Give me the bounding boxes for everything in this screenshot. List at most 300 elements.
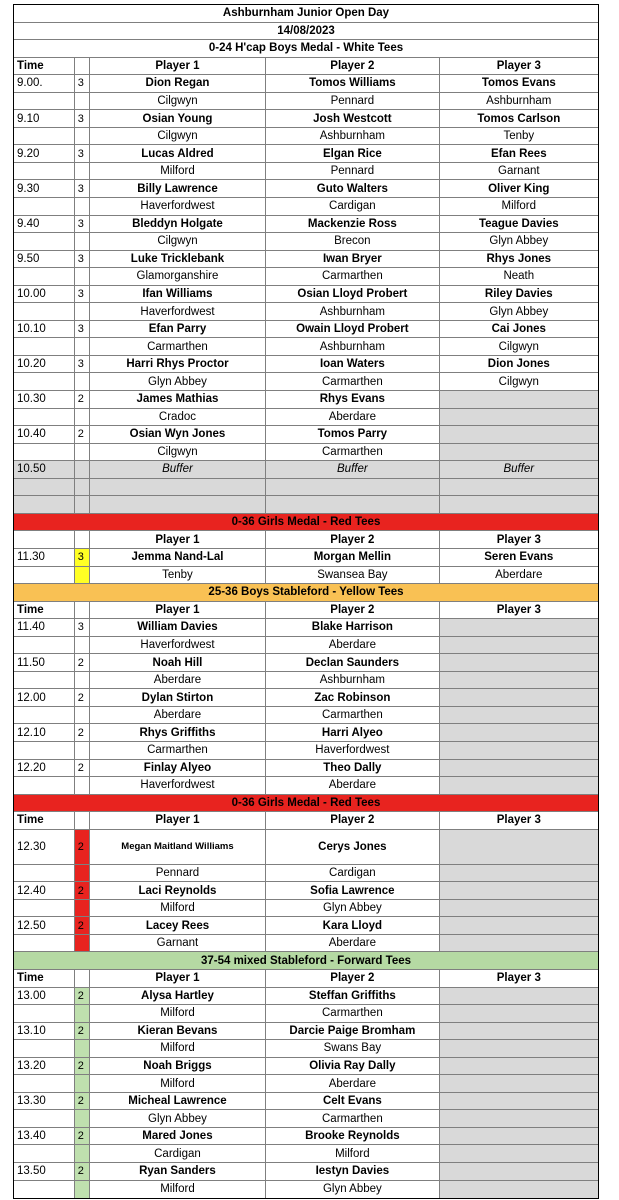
club-row	[14, 409, 598, 427]
player-club: Glyn Abbey	[489, 235, 549, 248]
player-name: Guto Walters	[266, 180, 439, 197]
player-name: Darcie Paige Bromham	[266, 1023, 439, 1040]
empty-cell	[75, 496, 90, 513]
player-name: Iestyn Davies	[266, 1163, 439, 1180]
player-count-cell	[75, 1181, 90, 1199]
column-header-cnt	[75, 602, 90, 619]
player-club: Carmarthen	[266, 1110, 439, 1127]
player-count-cell	[75, 1145, 90, 1162]
tee-time-row	[14, 180, 598, 198]
player-name	[440, 1093, 598, 1110]
player-name	[440, 882, 598, 899]
club-row	[14, 1075, 598, 1093]
tee-time-row	[14, 830, 598, 865]
club-row	[14, 935, 598, 953]
column-header-row	[14, 970, 598, 988]
club-time-cell	[14, 303, 75, 320]
tee-sheet-table	[13, 4, 599, 1199]
player-count: 3	[75, 356, 90, 373]
club-time-cell	[14, 444, 75, 461]
player-club: Ashburnham	[266, 338, 439, 355]
player-name: Bleddyn Holgate	[90, 216, 266, 233]
club-row	[14, 338, 598, 356]
club-row	[14, 707, 598, 725]
player-name: Olivia Ray Dally	[266, 1058, 439, 1075]
player-name: Lacey Rees	[90, 917, 266, 934]
tee-time-row	[14, 251, 598, 269]
player-club: Carmarthen	[266, 1005, 439, 1022]
club-row	[14, 1040, 598, 1058]
section-heading: 0-24 H'cap Boys Medal - White Tees	[14, 40, 598, 57]
player-count-cell	[75, 672, 90, 689]
player-name: Alysa Hartley	[90, 988, 266, 1005]
club-row	[14, 444, 598, 462]
player-count-cell	[75, 268, 90, 285]
player-club: Aberdare	[266, 409, 439, 426]
player-name: James Mathias	[90, 391, 266, 408]
club-time-cell	[14, 865, 75, 882]
club-row	[14, 93, 598, 111]
club-time-cell	[14, 900, 75, 917]
tee-time: 9.00.	[14, 75, 75, 92]
player-count: 2	[75, 882, 90, 899]
sheet-date: 14/08/2023	[277, 24, 335, 37]
club-time-cell	[14, 409, 75, 426]
player-name: Luke Tricklebank	[90, 251, 266, 268]
player-club: Swansea Bay	[266, 567, 439, 584]
tee-time: 12.30	[14, 830, 75, 864]
club-time-cell	[14, 268, 75, 285]
player-club: Cardigan	[90, 1145, 266, 1162]
club-row	[14, 672, 598, 690]
player-name: Rhys Evans	[266, 391, 439, 408]
player-name: Osian Lloyd Probert	[266, 286, 439, 303]
tee-time: 11.40	[14, 619, 75, 636]
section-heading-row	[14, 795, 598, 813]
player-club	[440, 900, 598, 917]
player-club: Aberdare	[495, 568, 543, 581]
section-heading: 0-36 Girls Medal - Red Tees	[14, 514, 598, 531]
tee-time: 12.50	[14, 917, 75, 934]
column-header-time: Time	[14, 970, 75, 987]
player-club: Milford	[501, 200, 537, 213]
player-count: 2	[75, 1058, 90, 1075]
player-count-cell	[75, 373, 90, 390]
player-name	[440, 689, 598, 706]
empty-cell	[90, 479, 266, 496]
player-count-cell	[75, 163, 90, 180]
column-header-p3: Player 3	[496, 533, 541, 546]
player-name	[440, 1058, 598, 1075]
tee-time: 13.10	[14, 1023, 75, 1040]
player-club: Milford	[90, 163, 266, 180]
player-count: 3	[75, 321, 90, 338]
club-row	[14, 233, 598, 251]
club-row	[14, 1145, 598, 1163]
column-header-p2: Player 2	[266, 812, 439, 829]
player-name: Noah Hill	[90, 654, 266, 671]
tee-time-row	[14, 110, 598, 128]
tee-time: 13.20	[14, 1058, 75, 1075]
player-name: Kara Lloyd	[266, 917, 439, 934]
club-time-cell	[14, 163, 75, 180]
player-name	[440, 1023, 598, 1040]
player-club: Tenby	[90, 567, 266, 584]
club-time-cell	[14, 1005, 75, 1022]
empty-cell	[75, 479, 90, 496]
column-header-time: Time	[14, 58, 75, 75]
player-count-cell	[75, 1075, 90, 1092]
player-name: Tomos Williams	[266, 75, 439, 92]
player-club	[440, 865, 598, 882]
club-row	[14, 163, 598, 181]
player-count: 2	[75, 917, 90, 934]
player-club: Haverfordwest	[90, 777, 266, 794]
club-time-cell	[14, 93, 75, 110]
tee-time-row	[14, 654, 598, 672]
club-time-cell	[14, 373, 75, 390]
player-count: 3	[75, 180, 90, 197]
player-count: 2	[75, 426, 90, 443]
player-name: Morgan Mellin	[266, 549, 439, 566]
player-count-cell	[75, 93, 90, 110]
player-club	[440, 1005, 598, 1022]
player-name	[440, 654, 598, 671]
player-club: Milford	[90, 1005, 266, 1022]
player-name: Celt Evans	[266, 1093, 439, 1110]
player-club: Carmarthen	[266, 268, 439, 285]
player-name: Rhys Griffiths	[90, 724, 266, 741]
player-count: 2	[75, 654, 90, 671]
player-name: Noah Briggs	[90, 1058, 266, 1075]
tee-time: 10.20	[14, 356, 75, 373]
player-name	[440, 830, 598, 864]
player-count: 3	[75, 216, 90, 233]
club-row	[14, 128, 598, 146]
club-row	[14, 268, 598, 286]
club-row	[14, 373, 598, 391]
column-header-p2: Player 2	[266, 602, 439, 619]
player-club	[440, 935, 598, 952]
club-time-cell	[14, 1110, 75, 1127]
player-count: 2	[75, 1023, 90, 1040]
player-club: Carmarthen	[266, 444, 439, 461]
player-club	[440, 1075, 598, 1092]
player-name: Tomos Evans	[481, 77, 556, 90]
player-count: 2	[75, 1093, 90, 1110]
club-time-cell	[14, 707, 75, 724]
club-time-cell	[14, 742, 75, 759]
column-header-p3: Player 3	[496, 59, 541, 72]
player-club	[440, 1110, 598, 1127]
tee-time-row	[14, 321, 598, 339]
player-name: Efan Parry	[90, 321, 266, 338]
club-row	[14, 865, 598, 883]
player-club: Aberdare	[266, 777, 439, 794]
tee-time: 10.00	[14, 286, 75, 303]
player-count: 3	[75, 75, 90, 92]
player-club	[440, 707, 598, 724]
tee-time: 9.40	[14, 216, 75, 233]
empty-cell	[440, 479, 598, 496]
player-club: Pennard	[266, 93, 439, 110]
tee-time: 11.50	[14, 654, 75, 671]
player-club: Carmarthen	[90, 338, 266, 355]
column-header-p1: Player 1	[90, 531, 266, 548]
player-club: Cilgwyn	[90, 128, 266, 145]
player-name: Theo Dally	[266, 760, 439, 777]
sections-container	[14, 40, 598, 1198]
club-time-cell	[14, 198, 75, 215]
player-club	[440, 444, 598, 461]
player-name	[440, 988, 598, 1005]
tee-time-row	[14, 689, 598, 707]
section-heading-row	[14, 40, 598, 58]
sheet-title: Ashburnham Junior Open Day	[222, 7, 390, 20]
player-club	[440, 637, 598, 654]
club-row	[14, 567, 598, 585]
tee-time: 9.50	[14, 251, 75, 268]
player-count: 3	[75, 110, 90, 127]
player-name: Megan Maitland Williams	[90, 830, 266, 864]
club-time-cell	[14, 1145, 75, 1162]
club-time-cell	[14, 338, 75, 355]
club-time-cell	[14, 1040, 75, 1057]
club-time-cell	[14, 637, 75, 654]
tee-time-row	[14, 391, 598, 409]
player-count-cell	[75, 707, 90, 724]
tee-time: 13.40	[14, 1128, 75, 1145]
player-club: Haverfordwest	[90, 637, 266, 654]
empty-buffer-row	[14, 496, 598, 514]
player-name	[440, 1128, 598, 1145]
player-name: Blake Harrison	[266, 619, 439, 636]
player-name: Billy Lawrence	[90, 180, 266, 197]
player-name: Harri Rhys Proctor	[90, 356, 266, 373]
player-club: Glamorganshire	[90, 268, 266, 285]
player-name	[440, 426, 598, 443]
tee-time-row	[14, 286, 598, 304]
player-name: Tomos Carlson	[477, 112, 561, 125]
club-row	[14, 1005, 598, 1023]
player-count: 3	[75, 251, 90, 268]
club-row	[14, 303, 598, 321]
club-row	[14, 198, 598, 216]
player-name	[440, 917, 598, 934]
player-club: Glyn Abbey	[90, 373, 266, 390]
player-count-cell	[75, 900, 90, 917]
player-club: Garnant	[90, 935, 266, 952]
player-name: Mared Jones	[90, 1128, 266, 1145]
player-name: Lucas Aldred	[90, 145, 266, 162]
column-header-p2: Player 2	[266, 970, 439, 987]
column-header-cnt	[75, 58, 90, 75]
club-time-cell	[14, 777, 75, 794]
player-count-cell	[75, 777, 90, 794]
tee-time: 9.20	[14, 145, 75, 162]
player-name: Declan Saunders	[266, 654, 439, 671]
player-count-cell	[75, 198, 90, 215]
tee-time-row	[14, 426, 598, 444]
column-header-p3: Player 3	[496, 603, 541, 616]
buffer-count	[75, 461, 90, 478]
tee-time-row	[14, 1058, 598, 1076]
empty-cell	[14, 496, 75, 513]
player-name: Micheal Lawrence	[90, 1093, 266, 1110]
player-club: Cilgwyn	[90, 233, 266, 250]
column-header-time	[14, 531, 75, 548]
player-count: 3	[75, 286, 90, 303]
player-club: Aberdare	[90, 707, 266, 724]
player-club: Milford	[90, 1040, 266, 1057]
club-row	[14, 1181, 598, 1199]
column-header-cnt	[75, 531, 90, 548]
tee-time-row	[14, 75, 598, 93]
player-name: Brooke Reynolds	[266, 1128, 439, 1145]
tee-time: 11.30	[14, 549, 75, 566]
tee-time-row	[14, 1093, 598, 1111]
player-name: William Davies	[90, 619, 266, 636]
player-count: 2	[75, 1128, 90, 1145]
player-club: Tenby	[503, 130, 535, 143]
player-count-cell	[75, 637, 90, 654]
buffer-row	[14, 461, 598, 479]
player-club: Aberdare	[266, 1075, 439, 1092]
tee-time-row	[14, 760, 598, 778]
player-club	[440, 1181, 598, 1199]
player-count: 3	[75, 619, 90, 636]
player-name: Steffan Griffiths	[266, 988, 439, 1005]
section-heading-row	[14, 514, 598, 532]
tee-time: 10.10	[14, 321, 75, 338]
player-count-cell	[75, 303, 90, 320]
player-club: Brecon	[266, 233, 439, 250]
empty-cell	[90, 496, 266, 513]
player-club: Glyn Abbey	[266, 1181, 439, 1199]
player-club: Carmarthen	[90, 742, 266, 759]
club-row	[14, 742, 598, 760]
tee-time: 13.00	[14, 988, 75, 1005]
column-header-p1: Player 1	[90, 602, 266, 619]
player-club: Aberdare	[266, 935, 439, 952]
player-name: Mackenzie Ross	[266, 216, 439, 233]
player-count-cell	[75, 233, 90, 250]
player-club: Aberdare	[90, 672, 266, 689]
player-name: Finlay Alyeo	[90, 760, 266, 777]
column-header-row	[14, 531, 598, 549]
player-club	[440, 1040, 598, 1057]
player-club: Milford	[266, 1145, 439, 1162]
column-header-time: Time	[14, 812, 75, 829]
player-name: Jemma Nand-Lal	[90, 549, 266, 566]
player-count-cell	[75, 338, 90, 355]
player-name: Oliver King	[488, 182, 550, 195]
section-heading: 0-36 Girls Medal - Red Tees	[14, 795, 598, 812]
player-club: Carmarthen	[266, 373, 439, 390]
column-header-p1: Player 1	[90, 812, 266, 829]
title-row	[14, 5, 598, 23]
player-count-cell	[75, 409, 90, 426]
player-count-cell	[75, 567, 90, 584]
player-name: Ryan Sanders	[90, 1163, 266, 1180]
player-name: Rhys Jones	[486, 252, 552, 265]
player-club: Milford	[90, 900, 266, 917]
player-name: Dion Jones	[487, 358, 550, 371]
player-count: 2	[75, 391, 90, 408]
tee-time-row	[14, 1163, 598, 1181]
player-club: Glyn Abbey	[489, 305, 549, 318]
player-count: 3	[75, 549, 90, 566]
tee-time-row	[14, 724, 598, 742]
column-header-p1: Player 1	[90, 970, 266, 987]
player-count-cell	[75, 742, 90, 759]
player-club: Cilgwyn	[90, 93, 266, 110]
tee-time-row	[14, 216, 598, 234]
player-name: Iwan Bryer	[266, 251, 439, 268]
club-row	[14, 1110, 598, 1128]
player-count-cell	[75, 444, 90, 461]
column-header-cnt	[75, 970, 90, 987]
date-row	[14, 23, 598, 41]
player-name: Laci Reynolds	[90, 882, 266, 899]
player-name: Ifan Williams	[90, 286, 266, 303]
tee-time-row	[14, 549, 598, 567]
player-count: 3	[75, 145, 90, 162]
player-name: Ioan Waters	[266, 356, 439, 373]
player-club: Swans Bay	[266, 1040, 439, 1057]
player-count-cell	[75, 128, 90, 145]
buffer-label: Buffer	[90, 461, 266, 478]
tee-time-row	[14, 1023, 598, 1041]
player-name: Seren Evans	[484, 551, 554, 564]
tee-time-row	[14, 917, 598, 935]
player-name: Zac Robinson	[266, 689, 439, 706]
buffer-label: Buffer	[440, 461, 598, 478]
section-heading: 25-36 Boys Stableford - Yellow Tees	[14, 584, 598, 601]
empty-cell	[440, 496, 598, 513]
player-club: Ashburnham	[486, 95, 552, 107]
player-club: Haverfordwest	[90, 303, 266, 320]
player-count: 2	[75, 760, 90, 777]
tee-time-row	[14, 356, 598, 374]
empty-buffer-row	[14, 479, 598, 497]
player-name	[440, 619, 598, 636]
player-club: Haverfordwest	[90, 198, 266, 215]
tee-time: 12.00	[14, 689, 75, 706]
player-name	[440, 1163, 598, 1180]
player-club: Cardigan	[266, 198, 439, 215]
buffer-time: 10.50	[14, 461, 75, 478]
tee-time: 13.30	[14, 1093, 75, 1110]
player-club: Glyn Abbey	[266, 900, 439, 917]
tee-time-row	[14, 145, 598, 163]
player-name: Owain Lloyd Probert	[266, 321, 439, 338]
tee-time: 10.40	[14, 426, 75, 443]
player-club: Milford	[90, 1181, 266, 1199]
empty-cell	[14, 479, 75, 496]
club-row	[14, 777, 598, 795]
player-club	[440, 777, 598, 794]
player-club: Neath	[503, 270, 535, 283]
player-name: Riley Davies	[484, 288, 553, 301]
player-name: Dylan Stirton	[90, 689, 266, 706]
tee-time: 13.50	[14, 1163, 75, 1180]
column-header-row	[14, 602, 598, 620]
tee-time-row	[14, 882, 598, 900]
section-heading: 37-54 mixed Stableford - Forward Tees	[14, 952, 598, 969]
player-club: Cradoc	[90, 409, 266, 426]
player-club: Pennard	[266, 163, 439, 180]
